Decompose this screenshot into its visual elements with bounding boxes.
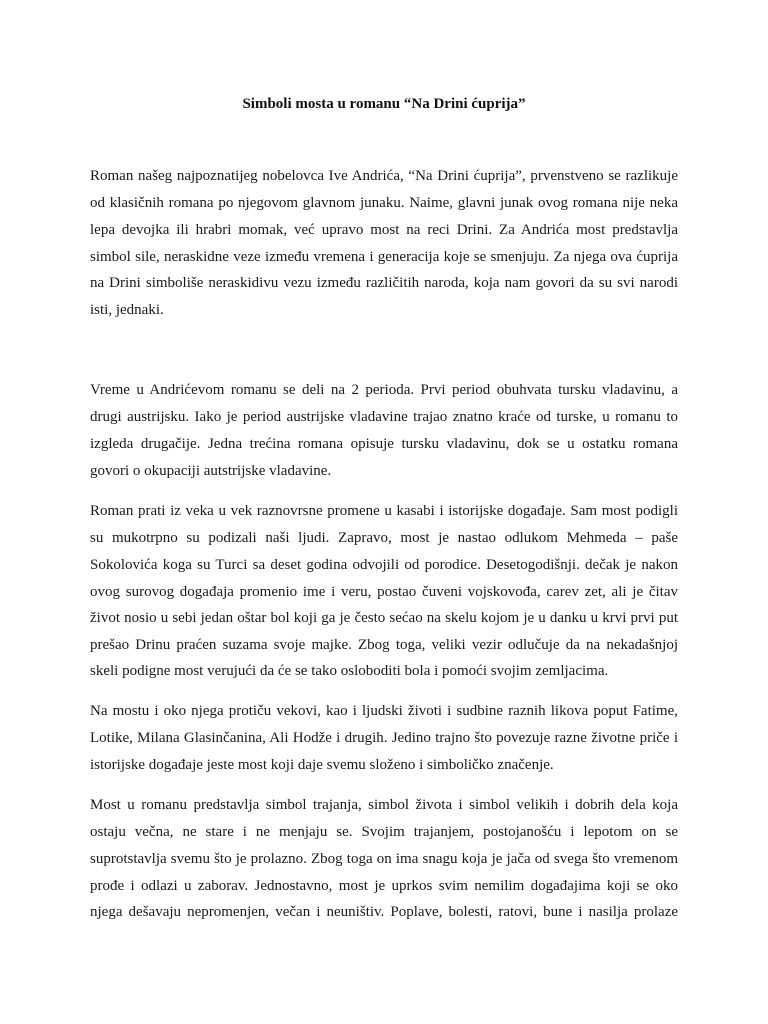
- text-line: od klasičnih romana po njegovom glavnom junaku. Naime, glavni junak ovog romana nije neka: [90, 195, 678, 211]
- text-line: simbol sile, neraskidne veze između vremena i generacija koje se smenjuju. Za njega ova ćuprija: [90, 249, 678, 265]
- text-line: suprotstavlja svemu što je prolazno. Zbog toga on ima snagu koja je jača od svega što vremenom: [90, 851, 678, 867]
- text-line: život nosio u sebi jedan oštar bol koji ga je često sećao na skelu kojom je u danku u krvi prvi put: [90, 610, 678, 626]
- text-line: Lotike, Milana Glasinčanina, Ali Hodže i drugih. Jedino trajno što povezuje razne životne priče i: [90, 730, 678, 746]
- text-line: isti, jednaki.: [90, 302, 164, 318]
- text-line: skeli podigne most verujući da će se tako osloboditi bola i pomoći svojim zemljacima.: [90, 663, 609, 679]
- text-line: Roman našeg najpoznatijeg nobelovca Ive Andrića, “Na Drini ćuprija”, prvenstveno se razlikuje: [90, 168, 678, 184]
- text-line: prođe i odlazi u zaborav. Jednostavno, most je uprkos svim nemilim događajima koji se oko: [90, 878, 678, 894]
- text-line: ovog surovog događaja promenio ime i veru, postao čuveni vojskovođa, carev zet, ali je čitav: [90, 584, 678, 600]
- text-line: na Drini simboliše neraskidivu vezu između različitih naroda, koja nam govori da su svi narodi: [90, 275, 678, 291]
- text-line: govori o okupaciji autstrijske vladavine.: [90, 463, 332, 479]
- text-line: prešao Drinu praćen suzama svoje majke. Zbog toga, veliki vezir odlučuje da na nekadašnjoj: [90, 637, 678, 653]
- text-line: ostaju večna, ne stare i ne menjaju se. Svojim trajanjem, postojanošću i lepotom on se: [90, 824, 678, 840]
- text-line: Vreme u Andrićevom romanu se deli na 2 perioda. Prvi period obuhvata tursku vladavinu, a: [90, 382, 678, 398]
- text-line: lepa devojka ili hrabri momak, već upravo most na reci Drini. Za Andrića most predstavlja: [90, 222, 678, 238]
- text-line: Sokolovića koga su Turci sa deset godina odvojili od porodice. Desetogodišnji. dečak je nakon: [90, 557, 678, 573]
- text-line: Roman prati iz veka u vek raznovrsne promene u kasabi i istorijske događaje. Sam most podigli: [90, 503, 678, 519]
- text-line: Most u romanu predstavlja simbol trajanja, simbol života i simbol velikih i dobrih dela koja: [90, 797, 678, 813]
- text-line: Na mostu i oko njega protiču vekovi, kao i ljudski životi i sudbine raznih likova poput Fatime,: [90, 703, 678, 719]
- document-title: Simboli mosta u romanu “Na Drini ćuprija”: [242, 96, 526, 112]
- text-line: njega dešavaju nepromenjen, večan i neuništiv. Poplave, bolesti, ratovi, bune i nasilja prolaze: [90, 904, 678, 920]
- text-line: istorijske događaje jeste most koji daje svemu složeno i simboličko značenje.: [90, 757, 554, 773]
- text-line: izgleda drugačije. Jedna trećina romana opisuje tursku vladavinu, dok se u ostatku romana: [90, 436, 678, 452]
- text-line: drugi austrijsku. Iako je period austrijske vladavine trajao znatno kraće od turske, u romanu to: [90, 409, 678, 425]
- text-line: su mukotrpno su podizali naši ljudi. Zapravo, most je nastao odlukom Mehmeda – paše: [90, 530, 678, 546]
